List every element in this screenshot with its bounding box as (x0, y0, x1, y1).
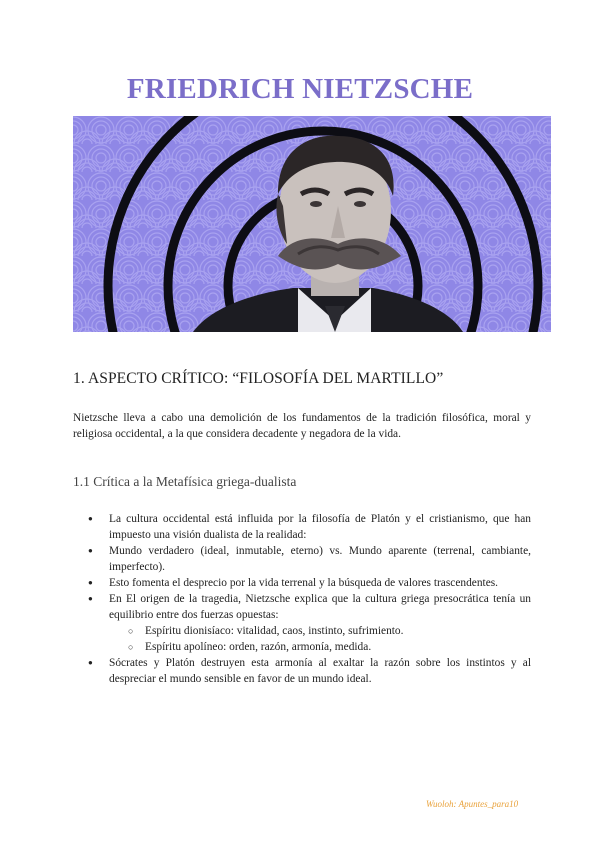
list-item: ● La cultura occidental está influida por la filosofía de Platón y el cristianismo, que han impuesto una visión dualista de la realidad: (73, 511, 531, 543)
sub-list-item: ○ Espíritu dionisíaco: vitalidad, caos, instinto, sufrimiento. (109, 623, 531, 639)
subsection-heading-metafisica: 1.1 Crítica a la Metafísica griega-dualista (73, 474, 297, 489)
bullet-list (73, 511, 531, 687)
list-item-text: En El origen de la tragedia, Nietzsche explica que la cultura griega presocrática tenía un equilibrio entre dos fuerzas opuestas: (109, 593, 531, 621)
list-item: ● Mundo verdadero (ideal, inmutable, eterno) vs. Mundo aparente (terrenal, cambiante, imperfecto). (73, 543, 531, 575)
hero-image (73, 116, 551, 332)
section-heading-aspecto-critico: 1. ASPECTO CRÍTICO: “FILOSOFÍA DEL MARTILLO” (73, 370, 444, 387)
list-item-with-sublist (73, 591, 531, 655)
list-item: ● Esto fomenta el desprecio por la vida terrenal y la búsqueda de valores trascendentes. (73, 575, 531, 591)
sub-list-item: ○ Espíritu apolíneo: orden, razón, armonía, medida. (109, 639, 531, 655)
intro-paragraph: Nietzsche lleva a cabo una demolición de los fundamentos de la tradición filosófica, moral y religiosa occidental, a la que considera decadente y negadora de la vida. (73, 412, 531, 440)
page-title: FRIEDRICH NIETZSCHE (126, 73, 474, 105)
list-item: ● Sócrates y Platón destruyen esta armonía al exaltar la razón sobre los instintos y al despreciar el mundo sensible en favor de un mundo ideal. (73, 655, 531, 687)
sub-bullet-list (109, 623, 531, 655)
footer-watermark: Wuoloh: Apuntes_para10 (426, 799, 519, 809)
nietzsche-portrait-graphic (73, 116, 551, 332)
